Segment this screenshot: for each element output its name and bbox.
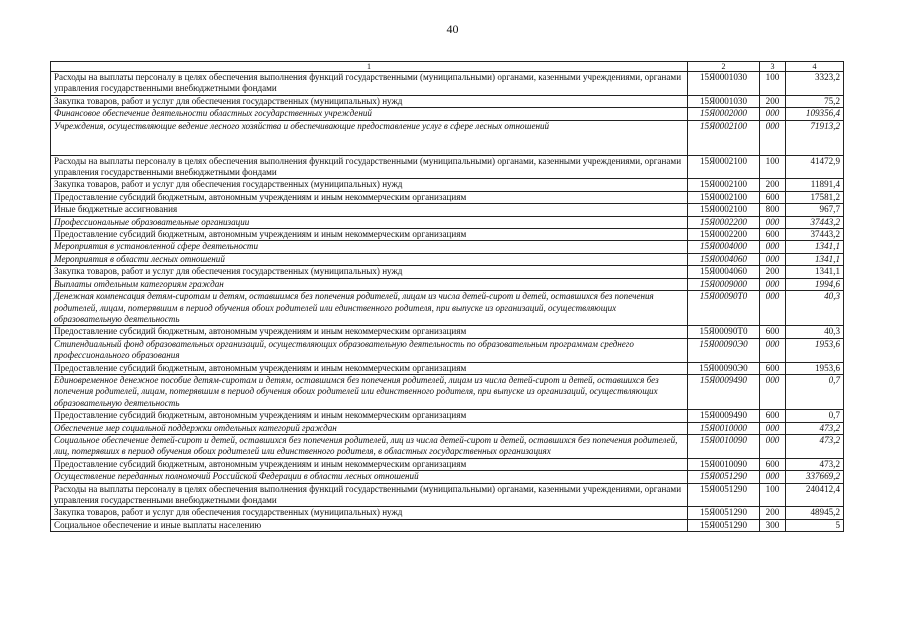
table-header-row [51,62,844,72]
row-name-cell: Закупка товаров, работ и услуг для обеспечения государственных (муниципальных) нужд [51,179,688,191]
row-sum-cell: 473,2 [786,458,844,470]
row-sum-cell: 1953,6 [786,338,844,362]
row-type-cell: 300 [760,519,786,531]
row-code-cell: 15Я0010000 [688,422,760,434]
table-row [51,266,844,278]
row-name-cell: Социальное обеспечение детей-сирот и детей, оставшихся без попечения родителей, лиц из числа детей-сирот и детей, оставшихся без попечения родителей, лиц, потерявших в период обучения обоих родителей или единственного родителя, в областных государственных организациях [51,434,688,458]
row-code-cell: 15Я0002100 [688,179,760,191]
row-type-cell: 200 [760,95,786,107]
row-code-cell: 15Я0004060 [688,253,760,265]
row-sum-cell: 1994,6 [786,278,844,290]
row-code-cell: 15Я0051290 [688,471,760,483]
table-row [51,410,844,422]
row-sum-cell: 41472,9 [786,155,844,179]
row-sum-cell: 1341,1 [786,253,844,265]
row-name-cell: Предоставление субсидий бюджетным, автономным учреждениям и иным некоммерческим организациям [51,229,688,241]
row-name-cell: Расходы на выплаты персоналу в целях обеспечения выполнения функций государственными (муниципальными) органами, казенными учреждениями, органами управления государственными внебюджетными фондами [51,155,688,179]
row-name-cell: Предоставление субсидий бюджетным, автономным учреждениям и иным некоммерческим организациям [51,362,688,374]
row-sum-cell: 40,3 [786,291,844,326]
row-type-cell: 000 [760,108,786,120]
row-code-cell: 15Я0001030 [688,95,760,107]
row-type-cell: 100 [760,155,786,179]
table-row [51,458,844,470]
row-type-cell: 000 [760,216,786,228]
row-name-cell: Единовременное денежное пособие детям-сиротам и детям, оставшимся без попечения родителей, лицам из числа детей-сирот и детей, оставшихся без попечения родителей, лицам, потерявшим в период обучения обоих родителей или единственного родителя, при выпуске из организаций, осуществляющих образовательную деятельность [51,374,688,409]
row-name-cell: Финансовое обеспечение деятельности областных государственных учреждений [51,108,688,120]
row-type-cell: 600 [760,229,786,241]
row-sum-cell: 0,7 [786,374,844,409]
row-code-cell: 15Я00090Т0 [688,326,760,338]
row-name-cell: Закупка товаров, работ и услуг для обеспечения государственных (муниципальных) нужд [51,266,688,278]
row-type-cell: 200 [760,266,786,278]
row-sum-cell: 1341,1 [786,266,844,278]
row-type-cell: 200 [760,179,786,191]
row-name-cell: Иные бюджетные ассигнования [51,204,688,216]
row-name-cell: Мероприятия в установленной сфере деятельности [51,241,688,253]
row-name-cell: Стипендиальный фонд образовательных организаций, осуществляющих образовательную деятельность по образовательным программам среднего профессионального образования [51,338,688,362]
table-row [51,291,844,326]
row-type-cell: 000 [760,291,786,326]
row-sum-cell: 48945,2 [786,507,844,519]
row-code-cell: 15Я00090Э0 [688,338,760,362]
row-type-cell: 600 [760,191,786,203]
row-name-cell: Закупка товаров, работ и услуг для обеспечения государственных (муниципальных) нужд [51,95,688,107]
row-type-cell: 600 [760,326,786,338]
row-code-cell: 15Я0009490 [688,374,760,409]
table-row [51,108,844,120]
row-name-cell: Обеспечение мер социальной поддержки отдельных категорий граждан [51,422,688,434]
row-code-cell: 15Я00090Э0 [688,362,760,374]
row-code-cell: 15Я0009490 [688,410,760,422]
row-type-cell: 000 [760,241,786,253]
row-code-cell: 15Я0004060 [688,266,760,278]
row-name-cell: Предоставление субсидий бюджетным, автономным учреждениям и иным некоммерческим организациям [51,191,688,203]
row-sum-cell: 473,2 [786,434,844,458]
row-sum-cell: 337669,2 [786,471,844,483]
row-sum-cell: 473,2 [786,422,844,434]
row-code-cell: 15Я0051290 [688,507,760,519]
table-row [51,519,844,531]
row-sum-cell: 3323,2 [786,72,844,96]
table-row [51,95,844,107]
row-sum-cell: 0,7 [786,410,844,422]
row-name-cell: Расходы на выплаты персоналу в целях обеспечения выполнения функций государственными (муниципальными) органами, казенными учреждениями, органами управления государственными внебюджетными фондами [51,72,688,96]
row-code-cell: 15Я0004000 [688,241,760,253]
table-row [51,422,844,434]
row-name-cell: Предоставление субсидий бюджетным, автономным учреждениям и иным некоммерческим организациям [51,410,688,422]
row-name-cell: Закупка товаров, работ и услуг для обеспечения государственных (муниципальных) нужд [51,507,688,519]
row-type-cell: 600 [760,458,786,470]
table-row [51,471,844,483]
table-row [51,72,844,96]
row-code-cell: 15Я0010090 [688,434,760,458]
row-type-cell: 200 [760,507,786,519]
row-name-cell: Профессиональные образовательные организации [51,216,688,228]
table-row [51,374,844,409]
row-sum-cell: 11891,4 [786,179,844,191]
row-type-cell: 000 [760,338,786,362]
row-type-cell: 000 [760,422,786,434]
row-code-cell: 15Я0002100 [688,120,760,155]
row-name-cell: Предоставление субсидий бюджетным, автономным учреждениям и иным некоммерческим организациям [51,326,688,338]
header-col-type: 3 [760,62,786,72]
row-sum-cell: 71913,2 [786,120,844,155]
header-col-sum: 4 [786,62,844,72]
header-col-code: 2 [688,62,760,72]
row-type-cell: 000 [760,120,786,155]
row-type-cell: 000 [760,471,786,483]
row-name-cell: Расходы на выплаты персоналу в целях обеспечения выполнения функций государственными (муниципальными) органами, казенными учреждениями, органами управления государственными внебюджетными фондами [51,483,688,507]
table-row [51,216,844,228]
row-code-cell: 15Я0002100 [688,155,760,179]
row-name-cell: Социальное обеспечение и иные выплаты населению [51,519,688,531]
row-code-cell: 15Я0010090 [688,458,760,470]
table-row [51,253,844,265]
row-code-cell: 15Я0002100 [688,191,760,203]
table-row [51,507,844,519]
row-type-cell: 000 [760,374,786,409]
row-code-cell: 15Я0001030 [688,72,760,96]
row-name-cell: Денежная компенсация детям-сиротам и детям, оставшимся без попечения родителей, лицам из числа детей-сирот и детей, оставшихся без попечения родителей, лицам, потерявшим в период обучения обоих родителей или единственного родителя, при выпуске из организаций, осуществляющих образовательную деятельность [51,291,688,326]
row-name-cell: Выплаты отдельным категориям граждан [51,278,688,290]
row-sum-cell: 967,7 [786,204,844,216]
row-type-cell: 600 [760,410,786,422]
row-code-cell: 15Я0002000 [688,108,760,120]
row-name-cell: Учреждения, осуществляющие ведение лесного хозяйства и обеспечивающие предоставление услуг в сфере лесных отношений [51,120,688,155]
row-sum-cell: 240412,4 [786,483,844,507]
row-sum-cell: 37443,2 [786,216,844,228]
table-row [51,229,844,241]
row-name-cell: Осуществление переданных полномочий Российской Федерации в области лесных отношений [51,471,688,483]
page-number: 40 [446,22,459,36]
table-row [51,326,844,338]
table-row [51,120,844,155]
row-name-cell: Мероприятия в области лесных отношений [51,253,688,265]
row-code-cell: 15Я0002100 [688,204,760,216]
row-name-cell: Предоставление субсидий бюджетным, автономным учреждениям и иным некоммерческим организациям [51,458,688,470]
row-type-cell: 100 [760,72,786,96]
budget-table-body [51,62,844,532]
row-sum-cell: 1953,6 [786,362,844,374]
row-sum-cell: 17581,2 [786,191,844,203]
table-row [51,483,844,507]
row-code-cell: 15Я0002200 [688,216,760,228]
row-type-cell: 000 [760,253,786,265]
table-row [51,434,844,458]
row-type-cell: 100 [760,483,786,507]
row-sum-cell: 109356,4 [786,108,844,120]
table-row [51,204,844,216]
table-row [51,278,844,290]
table-row [51,179,844,191]
header-col-name: 1 [51,62,688,72]
row-code-cell: 15Я0051290 [688,483,760,507]
row-sum-cell: 37443,2 [786,229,844,241]
row-type-cell: 600 [760,362,786,374]
table-row [51,338,844,362]
table-row [51,191,844,203]
row-code-cell: 15Я0009000 [688,278,760,290]
row-code-cell: 15Я00090Т0 [688,291,760,326]
table-row [51,155,844,179]
row-code-cell: 15Я0002200 [688,229,760,241]
row-sum-cell: 5 [786,519,844,531]
row-sum-cell: 40,3 [786,326,844,338]
budget-table [50,61,844,532]
row-sum-cell: 75,2 [786,95,844,107]
row-code-cell: 15Я0051290 [688,519,760,531]
row-type-cell: 000 [760,278,786,290]
row-sum-cell: 1341,1 [786,241,844,253]
row-type-cell: 000 [760,434,786,458]
row-type-cell: 800 [760,204,786,216]
table-row [51,241,844,253]
table-row [51,362,844,374]
